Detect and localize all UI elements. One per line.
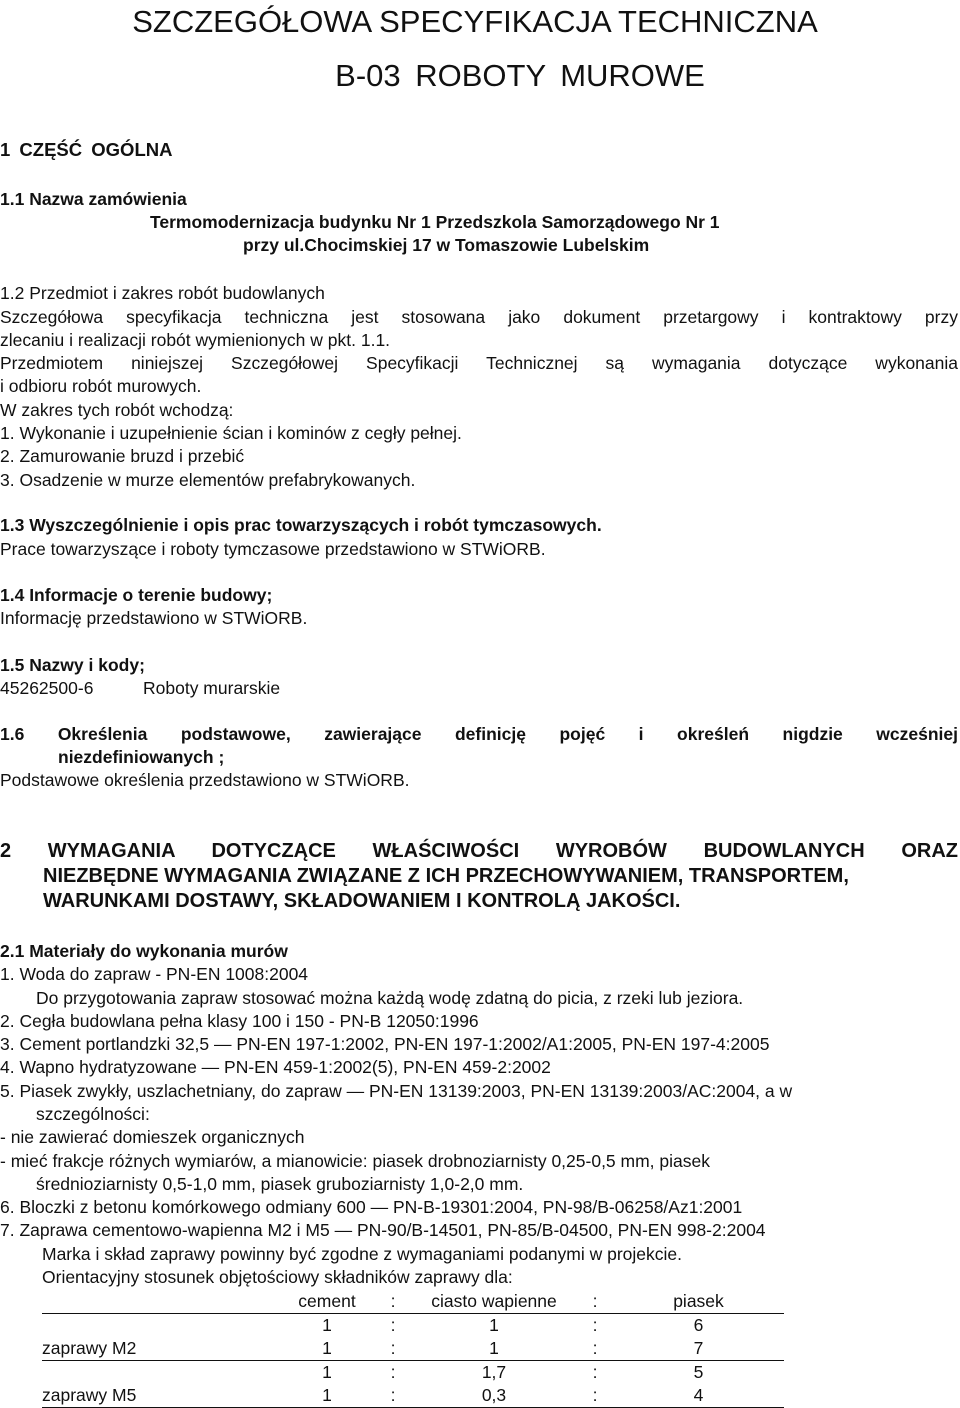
table-cell: zaprawy M5 (42, 1384, 279, 1408)
table-cell: : (375, 1337, 411, 1361)
table-row (42, 1361, 784, 1385)
section-1-2-heading: 1.2 Przedmiot i zakres robót budowlanych (0, 283, 325, 303)
requirement-item: - mieć frakcje różnych wymiarów, a mianowicie: piasek drobnoziarnisty 0,25-0,5 mm, piasek (0, 1151, 710, 1171)
section-2-1-heading: 2.1 Materiały do wykonania murów (0, 941, 288, 961)
section-1-3-text: Prace towarzyszące i roboty tymczasowe przedstawiono w STWiORB. (0, 539, 546, 559)
section-2-heading-cont-1: NIEZBĘDNE WYMAGANIA ZWIĄZANE Z ICH PRZECHOWYWANIEM, TRANSPORTEM, (43, 865, 849, 887)
table-header-cell: piasek (613, 1290, 784, 1314)
table-header-cell: cement (279, 1290, 375, 1314)
cpv-name: Roboty murarskie (143, 678, 281, 698)
section-1-3-heading: 1.3 Wyszczególnienie i opis prac towarzyszących i robót tymczasowych. (0, 515, 602, 535)
material-item: 1. Woda do zapraw - PN-EN 1008:2004 (0, 964, 309, 984)
table-cell: 7 (613, 1337, 784, 1361)
paragraph-1-2-line-5: W zakres tych robót wchodzą: (0, 400, 234, 420)
table-cell: 1 (489, 1315, 499, 1335)
table-cell (42, 1361, 279, 1385)
section-1-5-heading: 1.5 Nazwy i kody; (0, 655, 145, 675)
section-1-6-heading: 1.6 Określenia podstawowe, zawierające definicję pojęć i określeń nigdzie wcześniej (0, 724, 958, 744)
table-cell: : (592, 1315, 598, 1335)
table-cell: zaprawy M2 (42, 1337, 279, 1361)
table-header-row (42, 1290, 784, 1314)
paragraph-1-2-line-4: i odbioru robót murowych. (0, 376, 202, 396)
material-item: 4. Wapno hydratyzowane — PN-EN 459-1:2002(5), PN-EN 459-2:2002 (0, 1057, 551, 1077)
table-header-cell (42, 1290, 279, 1314)
table-row (42, 1337, 784, 1361)
table-cell: : (375, 1384, 411, 1408)
material-item: 3. Cement portlandzki 32,5 — PN-EN 197-1:2002, PN-EN 197-1:2002/A1:2005, PN-EN 197-4:2005 (0, 1034, 770, 1054)
section-1-6-heading-cont: niezdefiniowanych ; (58, 747, 225, 767)
table-header-cell: : (577, 1290, 613, 1314)
material-item: 5. Piasek zwykły, uszlachetniany, do zapraw — PN-EN 13139:2003, PN-EN 13139:2003/AC:2004, a w (0, 1081, 793, 1101)
paragraph-1-2-line-1: Szczegółowa specyfikacja techniczna jest stosowana jako dokument przetargowy i kontraktowy przy (0, 307, 958, 327)
table-cell: : (592, 1362, 598, 1382)
section-1-6-text: Podstawowe określenia przedstawiono w STWiORB. (0, 770, 410, 790)
order-name-line-2: przy ul.Chocimskiej 17 w Tomaszowie Lubelskim (243, 235, 650, 255)
cpv-code: 45262500-6 (0, 678, 94, 698)
table-cell: 1 (279, 1337, 375, 1361)
document-subtitle: B-03 ROBOTY MUROWE (335, 58, 705, 93)
list-item: 2. Zamurowanie bruzd i przebić (0, 446, 245, 466)
table-cell: 0,3 (411, 1384, 577, 1408)
material-item-note: Marka i skład zaprawy powinny być zgodne z wymaganiami podanymi w projekcie. (42, 1244, 683, 1264)
table-cell (42, 1314, 279, 1338)
table-row (42, 1314, 784, 1338)
paragraph-1-2-line-3: Przedmiotem niniejszej Szczegółowej Specyfikacji Technicznej są wymagania dotyczące wykonania (0, 353, 958, 373)
section-1-4-text: Informację przedstawiono w STWiORB. (0, 608, 308, 628)
material-item: 2. Cegła budowlana pełna klasy 100 i 150 - PN-B 12050:1996 (0, 1011, 479, 1031)
table-cell: 4 (613, 1384, 784, 1408)
table-cell: 6 (693, 1315, 704, 1335)
table-cell: 1 (411, 1337, 577, 1361)
table-cell: : (390, 1315, 396, 1335)
table-cell: 1 (279, 1384, 375, 1408)
section-1-4-heading: 1.4 Informacje o terenie budowy; (0, 585, 273, 605)
list-item: 3. Osadzenie w murze elementów prefabrykowanych. (0, 470, 416, 490)
material-item: 6. Bloczki z betonu komórkowego odmiany 600 — PN-B-19301:2004, PN-98/B-06258/Az1:2001 (0, 1197, 743, 1217)
table-cell: 1 (322, 1362, 332, 1382)
table-cell: : (577, 1384, 613, 1408)
paragraph-1-2-line-2: zlecaniu i realizacji robót wymienionych w pkt. 1.1. (0, 330, 391, 350)
requirement-item: - nie zawierać domieszek organicznych (0, 1127, 305, 1147)
list-item: 1. Wykonanie i uzupełnienie ścian i kominów z cegły pełnej. (0, 423, 462, 443)
document-title: SZCZEGÓŁOWA SPECYFIKACJA TECHNICZNA (132, 4, 818, 39)
table-cell: 1 (322, 1315, 332, 1335)
section-2-heading: 2 WYMAGANIA DOTYCZĄCE WŁAŚCIWOŚCI WYROBÓW BUDOWLANYCH ORAZ (0, 840, 958, 862)
section-1-heading: 1 CZĘŚĆ OGÓLNA (0, 139, 173, 160)
requirement-item-cont: średnioziarnisty 0,5-1,0 mm, piasek gruboziarnisty 1,0-2,0 mm. (36, 1174, 524, 1194)
material-item: 7. Zaprawa cementowo-wapienna M2 i M5 — PN-90/B-14501, PN-85/B-04500, PN-EN 998-2:2004 (0, 1220, 766, 1240)
material-item-note: Do przygotowania zapraw stosować można każdą wodę zdatną do picia, z rzeki lub jeziora. (36, 988, 744, 1008)
section-2-heading-cont-2: WARUNKAMI DOSTAWY, SKŁADOWANIEM I KONTROLĄ JAKOŚCI. (43, 890, 681, 912)
table-cell: : (390, 1362, 396, 1382)
material-item-note: szczególności: (36, 1104, 150, 1124)
table-row (42, 1384, 784, 1408)
table-cell: : (577, 1337, 613, 1361)
material-item-note: Orientacyjny stosunek objętościowy składników zaprawy dla: (42, 1267, 513, 1287)
table-cell: 1,7 (481, 1362, 507, 1382)
table-header-cell: ciasto wapienne (411, 1290, 577, 1314)
order-name-line-1: Termomodernizacja budynku Nr 1 Przedszkola Samorządowego Nr 1 (150, 212, 720, 232)
section-1-1-heading: 1.1 Nazwa zamówienia (0, 189, 187, 209)
table-cell: 5 (693, 1362, 704, 1382)
table-header-cell: : (375, 1290, 411, 1314)
mortar-ratio-table (42, 1290, 784, 1408)
